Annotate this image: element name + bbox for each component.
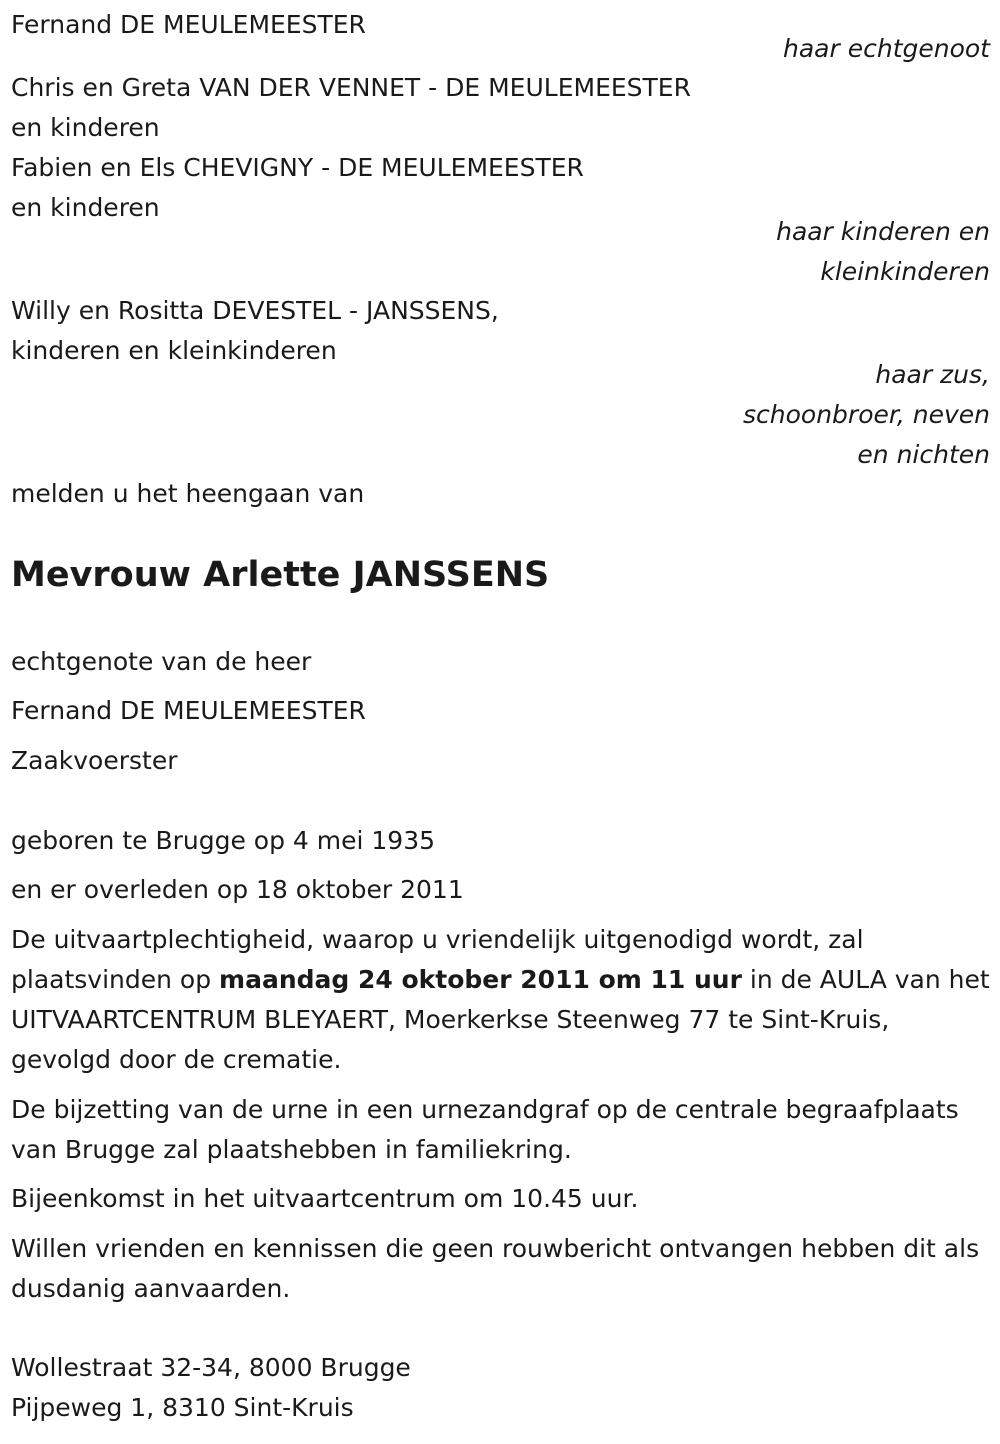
- sister-relation-line-2: schoonbroer, neven: [743, 400, 990, 429]
- funeral-date: maandag 24 oktober 2011 om 11 uur: [219, 965, 742, 994]
- death-info: en er overleden op 18 oktober 2011: [11, 875, 464, 904]
- notice-paragraph: Willen vrienden en kennissen die geen rouwbericht ontvangen hebben dit als dusdanig aanvaarden.: [11, 1234, 980, 1303]
- sister-relation-line-3: en nichten: [857, 440, 990, 469]
- children-relation-line-1: haar kinderen en: [776, 217, 990, 246]
- sister-relation-line-1: haar zus,: [875, 360, 990, 389]
- child-family-2-kids: en kinderen: [11, 193, 160, 222]
- announcement: melden u het heengaan van: [11, 479, 365, 508]
- child-family-1: Chris en Greta VAN DER VENNET - DE MEULEMEESTER: [11, 73, 691, 102]
- birth-info: geboren te Brugge op 4 mei 1935: [11, 826, 435, 855]
- urn-paragraph: De bijzetting van de urne in een urnezandgraf op de centrale begraafplaats van Brugge zal plaatshebben in familiekring.: [11, 1095, 959, 1164]
- funeral-paragraph: [11, 920, 991, 1080]
- gathering-paragraph: Bijeenkomst in het uitvaartcentrum om 10.45 uur.: [11, 1184, 639, 1213]
- spouse-relation: haar echtgenoot: [783, 34, 990, 63]
- occupation: Zaakvoerster: [11, 746, 178, 775]
- funeral-rest: in de AULA van het UITVAARTCENTRUM BLEYAERT, Moerkerkse Steenweg 77 te Sint-Kruis, gevolgd door de crematie.: [11, 965, 990, 1074]
- address-2: Pijpeweg 1, 8310 Sint-Kruis: [11, 1393, 354, 1422]
- child-family-2: Fabien en Els CHEVIGNY - DE MEULEMEESTER: [11, 153, 584, 182]
- child-family-1-kids: en kinderen: [11, 113, 160, 142]
- sister-family: Willy en Rositta DEVESTEL - JANSSENS,: [11, 296, 499, 325]
- spouse-line: echtgenote van de heer: [11, 647, 312, 676]
- children-relation-line-2: kleinkinderen: [820, 257, 990, 286]
- address-1: Wollestraat 32-34, 8000 Brugge: [11, 1353, 411, 1382]
- spouse-name: Fernand DE MEULEMEESTER: [11, 10, 366, 39]
- deceased-name: Mevrouw Arlette JANSSENS: [11, 555, 550, 595]
- spouse-name-detail: Fernand DE MEULEMEESTER: [11, 696, 366, 725]
- funeral-intro: De uitvaartplechtigheid, waarop u vriendelijk uitgenodigd wordt, zal plaatsvinden op: [11, 925, 864, 994]
- sister-family-kids: kinderen en kleinkinderen: [11, 336, 337, 365]
